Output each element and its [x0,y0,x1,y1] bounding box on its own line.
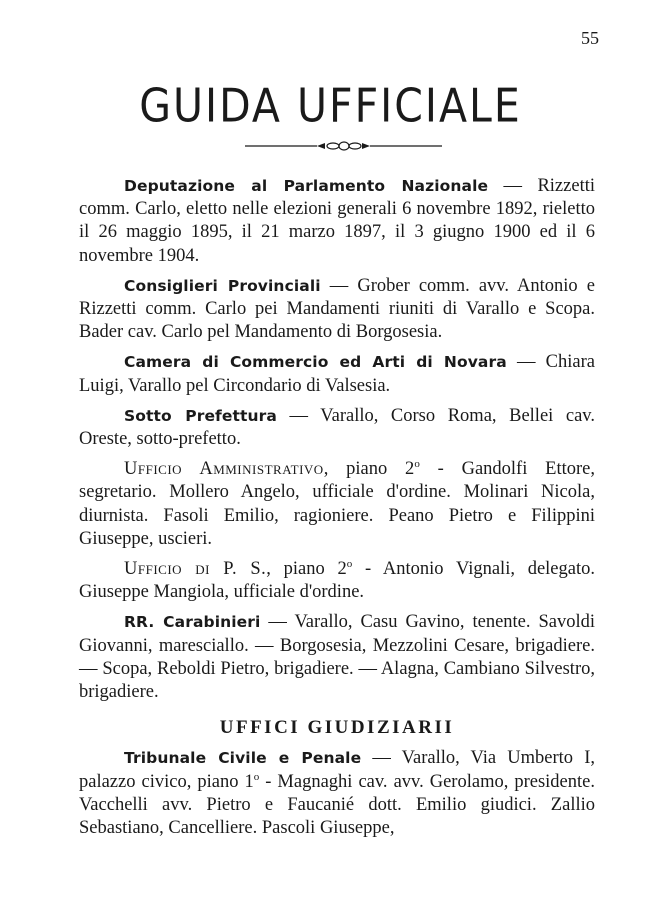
entry-superscript: o [253,770,260,783]
entry-carabinieri [79,611,595,704]
entry-ufficio-amministrativo [79,458,595,551]
entry-heading: Camera di Commercio ed Arti di Novara [124,353,507,372]
entry-subheading: Ufficio Amministrativo [124,459,324,480]
entry-tribunale [79,747,595,840]
entry-text: - Gandolfi Ettore, segretario. Mollero Angelo, ufficiale d'ordine. Molinari Nicola, diurnista. Fasoli Emilio, ragioniere. Peano Pietro e Filippini Giuseppe, uscieri. [79,459,595,549]
entry-text: - Magnaghi cav. avv. Gerolamo, presidente. Vacchelli avv. Pietro e Faucanié dott. Emilio giudici. Zallio Sebastiano, Cancelliere. Pascoli Giuseppe, [79,771,595,839]
entry-heading: RR. Carabinieri [124,613,261,632]
entry-sotto-prefettura [79,405,595,451]
entry-text: — Chiara Luigi, Varallo pel Circondario di Valsesia. [79,352,595,396]
entry-camera-commercio [79,351,595,397]
entry-consiglieri [79,275,595,345]
entry-pre: , piano 2 [323,459,415,480]
document-body [79,175,595,847]
page-title: GUIDA UFFICIALE [139,79,522,133]
entry-pre: — Varallo, Via Umberto I, palazzo civico, piano 1 [79,748,596,792]
entry-text: — Varallo, Casu Gavino, tenente. Savoldi Giovanni, maresciallo. — Borgosesia, Mezzolini Cesare, brigadiere. — Scopa, Reboldi Pietro, brigadiere. — Alagna, Cambiano Silvestro, brigadiere. [79,612,595,703]
entry-deputazione [79,175,595,268]
entry-heading: Tribunale Civile e Penale [124,749,362,768]
entry-heading: Deputazione al Parlamento Nazionale [124,177,489,195]
ornament-divider [245,140,442,152]
entry-superscript: o [346,557,353,570]
entry-ufficio-ps [79,558,595,604]
entry-text: — Varallo, Corso Roma, Bellei cav. Oreste, sotto-prefetto. [79,405,595,450]
entry-text: — Rizzetti comm. Carlo, eletto nelle elezioni generali 6 novembre 1892, rieletto il 26 maggio 1895, il 21 marzo 1897, il 3 giugno 1900 ed il 6 novembre 1904. [79,176,595,266]
page-number: 55 [581,28,599,48]
entry-pre: , piano 2 [266,559,347,580]
entry-subheading: Ufficio di P. S. [124,559,267,580]
entry-text: — Grober comm. avv. Antonio e Rizzetti comm. Carlo pei Mandamenti riuniti di Varallo e Scopa. Bader cav. Carlo pel Mandamento di Borgosesia. [79,275,595,343]
entry-heading: Consiglieri Provinciali [124,276,321,295]
entry-heading: Sotto Prefettura [124,406,277,425]
entry-text: - Antonio Vignali, delegato. Giuseppe Mangiola, ufficiale d'ordine. [79,559,595,603]
entry-superscript: o [414,458,420,471]
section-title: UFFICI GIUDIZIARII [219,717,455,739]
